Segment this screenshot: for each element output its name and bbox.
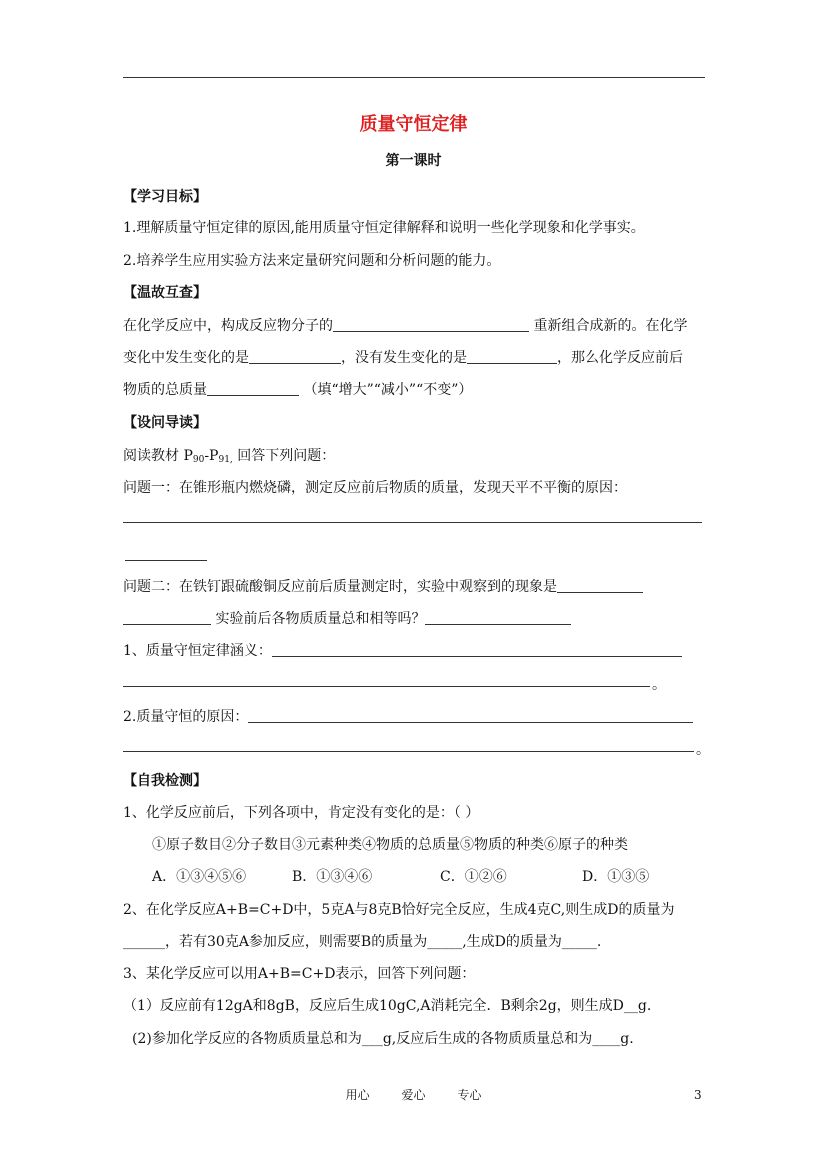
check-question-1: 1、化学反应前后，下列各项中，肯定没有变化的是：（ ） — [123, 805, 480, 821]
section-heading-review: 【温故互查】 — [123, 285, 207, 301]
objective-2: 2.培养学生应用实验方法来定量研究问题和分析问题的能力。 — [123, 253, 501, 269]
fill-blank[interactable] — [248, 708, 693, 723]
page-subtitle: 第一课时 — [385, 153, 442, 169]
fill-blank[interactable] — [467, 349, 557, 364]
option-d[interactable]: D．①③⑤ — [582, 869, 650, 885]
check-question-3-part-2: (2)参加化学反应的各物质质量总和为___g,反应后生成的各物质质量总和为____g. — [132, 1031, 634, 1047]
page-footer — [0, 1086, 827, 1103]
answer-line[interactable] — [125, 560, 207, 561]
option-a[interactable]: A．①③④⑤⑥ — [152, 869, 247, 885]
review-line-1: 在化学反应中，构成反应物分子的 重新组合成新的。在化学 — [123, 318, 688, 334]
reading-instruction: 阅读教材 $P_{90}-P_{91,}$ 回答下列问题： — [123, 448, 336, 465]
answer-line[interactable] — [123, 751, 694, 752]
objective-1: 1.理解质量守恒定律的原因,能用质量守恒定律解释和说明一些化学现象和化学事实。 — [123, 220, 645, 236]
answer-line[interactable] — [123, 522, 702, 523]
section-heading-objectives: 【学习目标】 — [123, 189, 207, 205]
question-2: 问题二：在铁钉跟硫酸铜反应前后质量测定时，实验中观察到的现象是 — [123, 576, 643, 596]
page-number: 3 — [694, 1088, 702, 1102]
period-mark: 。 — [652, 677, 666, 693]
footer-motto-1: 用心 — [345, 1088, 370, 1102]
fill-blank[interactable] — [272, 642, 682, 657]
section-heading-self-check: 【自我检测】 — [123, 773, 207, 789]
fill-blank[interactable] — [333, 317, 529, 332]
page-title: 质量守恒定律 — [359, 114, 468, 135]
check-question-2-line-2: ______，若有30克A参加反应，则需要B的质量为_____,生成D的质量为_____. — [123, 934, 602, 950]
fill-blank[interactable] — [249, 349, 341, 364]
fill-blank[interactable] — [557, 578, 643, 593]
footer-motto-2: 爱心 — [401, 1088, 426, 1102]
question-1: 问题一：在锥形瓶内燃烧磷，测定反应前后物质的质量，发现天平不平衡的原因： — [123, 480, 627, 496]
check-question-2-line-1: 2、在化学反应A+B=C+D中，5克A与8克B恰好完全反应，生成4克C,则生成D的质量为 — [123, 902, 675, 918]
check-question-3-part-1: （1）反应前有12gA和8gB，反应后生成10gC,A消耗完全．B剩余2g，则生成D__g. — [123, 998, 652, 1014]
option-b[interactable]: B．①③④⑥ — [292, 869, 373, 885]
check-question-1-items: ①原子数目②分子数目③元素种类④物质的总质量⑤物质的种类⑥原子的种类 — [152, 837, 628, 853]
fill-blank[interactable] — [207, 381, 299, 396]
point-2: 2.质量守恒的原因： — [123, 706, 693, 726]
question-2-continued: 实验前后各物质质量总和相等吗？ — [123, 608, 571, 628]
footer-motto-3: 专心 — [457, 1088, 482, 1102]
period-mark: 。 — [696, 742, 710, 758]
review-line-3: 物质的总质量 （填“增大”“减小”“不变”） — [123, 382, 473, 398]
option-c[interactable]: C．①②⑥ — [440, 869, 507, 885]
section-heading-guided-reading: 【设问导读】 — [123, 415, 207, 431]
header-rule — [123, 77, 705, 78]
answer-line[interactable] — [123, 686, 650, 687]
point-1: 1、质量守恒定律涵义： — [123, 640, 682, 660]
fill-blank[interactable] — [123, 610, 211, 625]
check-question-3: 3、某化学反应可以用A+B=C+D表示，回答下列问题： — [123, 966, 476, 982]
review-line-2: 变化中发生变化的是 ，没有发生变化的是 ，那么化学反应前后 — [123, 350, 683, 366]
fill-blank[interactable] — [425, 610, 571, 625]
